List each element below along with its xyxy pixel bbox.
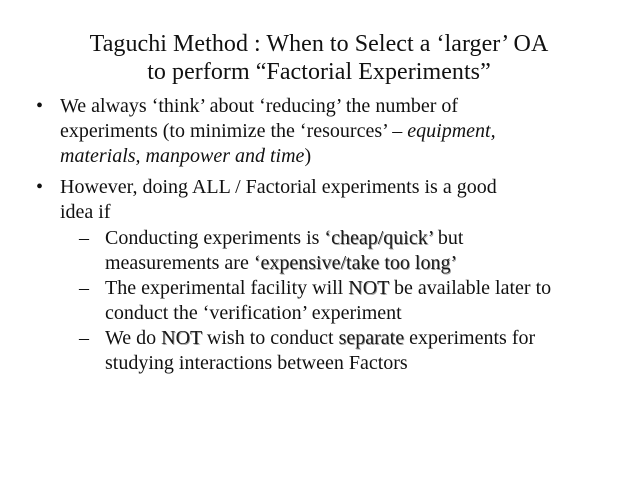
bullet-italic-text: equipment, xyxy=(407,120,496,142)
sub-bullet-item-facility-not-available xyxy=(79,276,635,326)
sub-bullet-text: wish to conduct xyxy=(201,327,339,349)
bullet-line: We always ‘think’ about ‘reducing’ the number of xyxy=(60,95,459,117)
sub-bullet-line xyxy=(105,276,635,301)
sub-bullet-marker: – xyxy=(79,277,89,299)
bullet-text: ) xyxy=(304,145,312,167)
sub-bullet-text: be available later to xyxy=(389,277,552,299)
sub-bullet-text: We do xyxy=(105,327,162,349)
sub-bullet-text: Conducting experiments is xyxy=(105,227,325,249)
sub-bullet-marker: – xyxy=(79,227,89,249)
bullet-italic-text: materials, manpower and time xyxy=(60,145,305,167)
sub-bullet-item-separate-experiments xyxy=(79,326,635,376)
sub-bullet-text: measurements are xyxy=(105,252,254,274)
bullet-line xyxy=(60,144,635,169)
sub-bullet-line xyxy=(105,226,635,251)
bullet-text: experiments (to minimize the ‘resources’ – xyxy=(60,120,408,142)
emphasized-text: ‘expensive/take too long’ xyxy=(253,252,458,274)
emphasized-text: ‘cheap/quick’ xyxy=(324,227,433,249)
bullet-line: idea if xyxy=(60,201,111,223)
sub-bullet-line: conduct the ‘verification’ experiment xyxy=(105,302,402,324)
sub-bullet-marker: – xyxy=(79,327,89,349)
sub-bullet-text: experiments for xyxy=(404,327,536,349)
bullet-item-reducing-experiments xyxy=(36,94,635,169)
sub-bullet-line: studying interactions between Factors xyxy=(105,352,408,374)
slide-body xyxy=(0,94,638,454)
slide-title-line-1: Taguchi Method : When to Select a ‘larger’ OA xyxy=(89,31,549,57)
sub-bullet-line xyxy=(105,251,635,276)
emphasized-text: separate xyxy=(338,327,405,349)
bullet-item-factorial-experiments xyxy=(36,175,635,225)
bullet-marker: • xyxy=(36,176,44,198)
slide-title xyxy=(0,30,638,86)
bullet-marker: • xyxy=(36,95,44,117)
sub-bullet-text: The experimental facility will xyxy=(105,277,349,299)
bullet-line xyxy=(60,119,635,144)
sub-bullet-line xyxy=(105,326,635,351)
slide-title-line-2: to perform “Factorial Experiments” xyxy=(147,59,491,85)
sub-bullet-text: but xyxy=(432,227,464,249)
emphasized-text: NOT xyxy=(161,327,202,349)
sub-bullet-item-cheap-quick xyxy=(79,226,635,276)
emphasized-text: NOT xyxy=(348,277,389,299)
bullet-line: However, doing ALL / Factorial experiments is a good xyxy=(60,176,497,198)
